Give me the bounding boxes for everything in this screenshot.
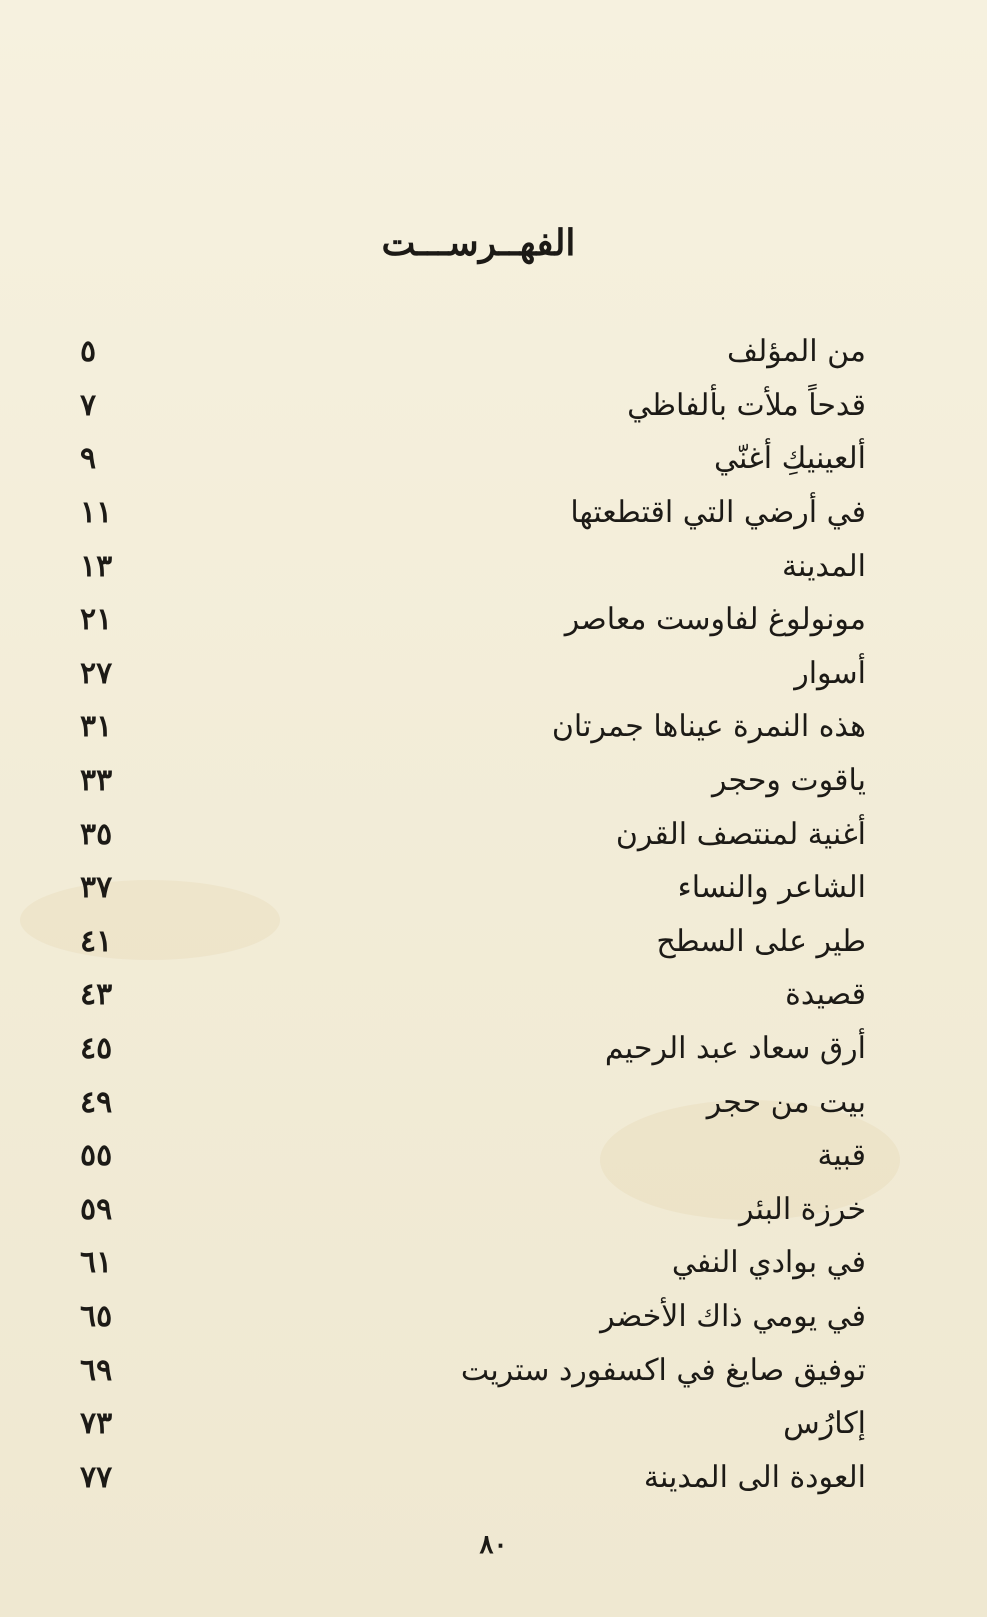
toc-entry-title: قبية: [817, 1138, 866, 1174]
toc-entry-page-number: ٩: [80, 441, 97, 477]
toc-entry-title: ألعينيكِ أغنّي: [713, 441, 866, 477]
toc-entry: [80, 1450, 866, 1504]
toc-entry: [80, 647, 866, 701]
toc-entry: [80, 379, 866, 433]
toc-entry-page-number: ٤٥: [80, 1031, 113, 1067]
toc-entry-page-number: ٢١: [80, 602, 113, 638]
toc-entry-page-number: ٣٥: [80, 816, 113, 852]
toc-entry: [80, 593, 866, 647]
toc-entry-page-number: ٥: [80, 334, 97, 370]
toc-entry: [80, 325, 866, 379]
toc-entry: [80, 807, 866, 861]
toc-entry-title: أسوار: [794, 655, 866, 691]
toc-entry-title: مونولوغ لفاوست معاصر: [564, 602, 866, 638]
toc-entry-title: في أرضي التي اقتطعتها: [570, 495, 866, 531]
toc-entry-page-number: ٧: [80, 387, 97, 423]
toc-entry-title: هذه النمرة عيناها جمرتان: [551, 709, 866, 745]
toc-entry-title: من المؤلف: [727, 334, 866, 370]
toc-entry-page-number: ٤٣: [80, 977, 113, 1013]
page-title: [0, 222, 987, 264]
toc-entry: [80, 1397, 866, 1451]
toc-entry: [80, 1236, 866, 1290]
page-title-text: الفهــرســـت: [381, 222, 576, 264]
toc-entry-title: ياقوت وحجر: [711, 763, 866, 799]
toc-entry-page-number: ٧٧: [80, 1459, 113, 1495]
toc-entry-page-number: ٢٧: [80, 655, 113, 691]
toc-entry-title: العودة الى المدينة: [643, 1459, 866, 1495]
toc-entry: [80, 700, 866, 754]
toc-entry-page-number: ٤٩: [80, 1084, 113, 1120]
toc-entry-title: بيت من حجر: [706, 1084, 866, 1120]
toc-entry-title: أغنية لمنتصف القرن: [615, 816, 866, 852]
page-number: ٨٠: [479, 1530, 508, 1560]
toc-entry-title: قصيدة: [785, 977, 866, 1013]
toc-entry-title: المدينة: [781, 548, 866, 584]
toc-entry-page-number: ٥٩: [80, 1191, 113, 1227]
toc-entry: [80, 486, 866, 540]
toc-entry: [80, 861, 866, 915]
toc-entry: [80, 1129, 866, 1183]
toc-entry-title: في يومي ذاك الأخضر: [600, 1298, 866, 1334]
toc-entry-title: في بوادي النفي: [671, 1245, 866, 1281]
toc-entry-title: قدحاً ملأت بألفاظي: [627, 387, 866, 423]
toc-entry: [80, 1075, 866, 1129]
toc-entry-page-number: ١٣: [80, 548, 113, 584]
toc-entry-page-number: ١١: [80, 495, 113, 531]
table-of-contents: [80, 325, 866, 1504]
toc-entry-title: خرزة البئر: [739, 1191, 866, 1227]
toc-entry-page-number: ٣٧: [80, 870, 113, 906]
toc-entry: [80, 968, 866, 1022]
toc-entry-title: توفيق صايغ في اكسفورد ستريت: [460, 1352, 866, 1388]
toc-entry: [80, 1343, 866, 1397]
toc-entry-page-number: ٤١: [80, 923, 113, 959]
toc-entry-page-number: ٥٥: [80, 1138, 113, 1174]
toc-entry-title: الشاعر والنساء: [677, 870, 866, 906]
toc-entry-page-number: ٧٣: [80, 1406, 113, 1442]
toc-entry-title: طير على السطح: [656, 923, 866, 959]
toc-entry: [80, 1183, 866, 1237]
toc-entry-title: إكارُس: [783, 1406, 866, 1442]
toc-entry-page-number: ٦١: [80, 1245, 113, 1281]
toc-entry-page-number: ٦٩: [80, 1352, 113, 1388]
toc-entry: [80, 539, 866, 593]
toc-entry-title: أرق سعاد عبد الرحيم: [604, 1031, 866, 1067]
toc-entry: [80, 432, 866, 486]
toc-entry: [80, 754, 866, 808]
toc-entry: [80, 1022, 866, 1076]
toc-entry-page-number: ٣٣: [80, 763, 113, 799]
toc-entry: [80, 1290, 866, 1344]
toc-entry-page-number: ٦٥: [80, 1298, 113, 1334]
toc-entry: [80, 915, 866, 969]
toc-entry-page-number: ٣١: [80, 709, 113, 745]
